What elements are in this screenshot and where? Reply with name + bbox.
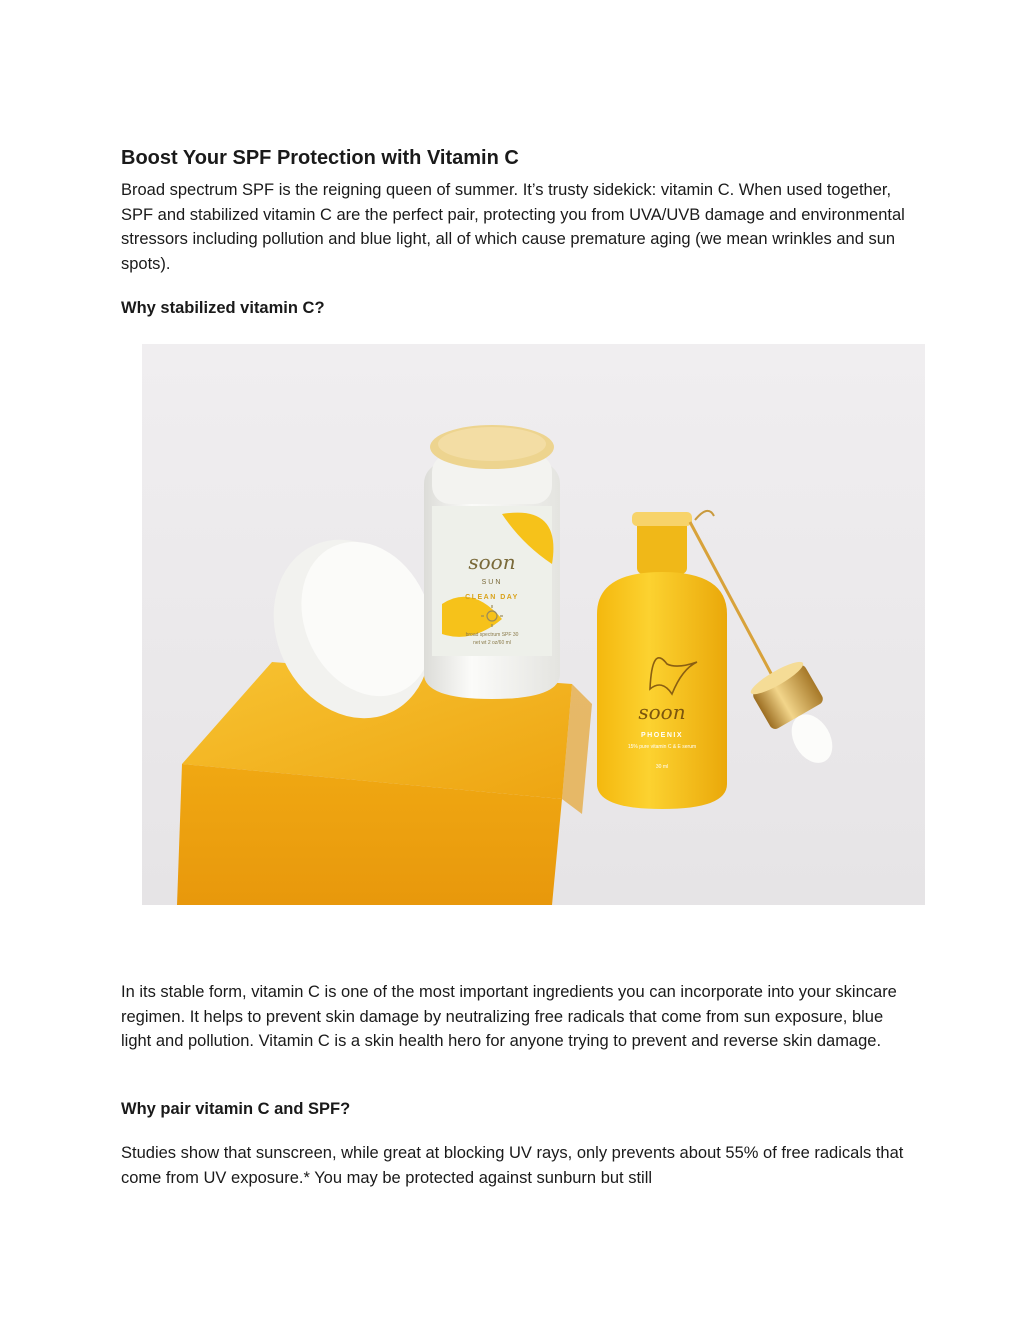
bottle-product: PHOENIX [640,732,684,739]
bottle-size: 30 ml [655,764,669,770]
stick-brand: soon [468,550,516,574]
product-photo [142,344,925,905]
bottle-brand: soon [638,700,686,724]
studies-paragraph: Studies show that sunscreen, while great at blocking UV rays, only prevents about 55% of free radicals that come from UV exposure.* You may be protected against sunburn but still [121,1144,904,1187]
stick-desc: broad spectrum SPF 30 [465,632,519,638]
stick-size: net wt 2 oz/60 ml [473,640,511,646]
stick-product: CLEAN DAY [465,594,519,601]
intro-paragraph: Broad spectrum SPF is the reigning queen of summer. It’s trusty sidekick: vitamin C. When used together, SPF and stabilized vitamin C are the perfect pair, protecting you from UVA/UVB damage and environmental stressors including pollution and blue light, all of which cause premature aging (we mean wrinkles and sun spots). [121,181,905,273]
section-heading-pair: Why pair vitamin C and SPF? [121,1100,351,1118]
bottle-desc: 15% pure vitamin C & E serum [627,744,697,750]
product-photo-illustration [142,344,925,905]
stable-form-paragraph: In its stable form, vitamin C is one of the most important ingredients you can incorporate into your skincare regimen. It helps to prevent skin damage by neutralizing free radicals that come from sun exposure, blue light and pollution. Vitamin C is a skin health hero for anyone trying to prevent and reverse skin damage. [121,983,897,1051]
stick-line: SUN [481,579,503,586]
article-title: Boost Your SPF Protection with Vitamin C [121,147,519,169]
section-heading-stabilized: Why stabilized vitamin C? [121,299,325,317]
sunscreen-stick [424,425,560,699]
